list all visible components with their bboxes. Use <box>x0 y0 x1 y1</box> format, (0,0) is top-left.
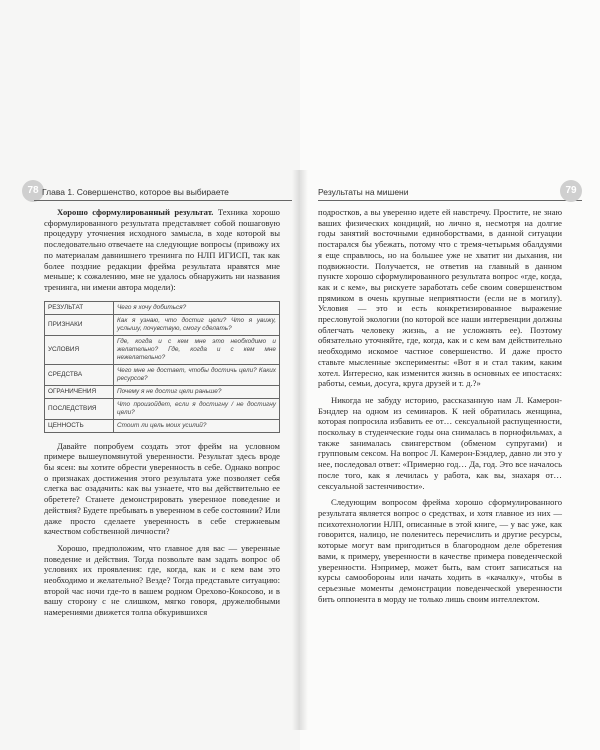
table-desc-cell: Чего я хочу добиться? <box>114 301 280 314</box>
table-desc-cell: Чего мне не достает, чтобы достичь цели? Каких ресурсов? <box>114 364 280 385</box>
right-running-head: Результаты на мишени <box>318 184 582 201</box>
right-page-number: 79 <box>560 180 582 202</box>
paragraph-resources: Следующим вопросом фрейма хорошо сформулированного результата является вопрос о средствах, и хотя главное из них — психотехнологии НЛП, описанные в этой книге, — у вас уже, как говорится, налицо, не поленитесь перечислить и другие ресурсы, которые могут вам пригодиться в благородном деле обретения вами, к примеру, уверенности в качестве примера поведенческой уверенности. Нэпример, может быть, вам стоит записаться на курсы самообороны или начать ходить в «качалку», чтобы в серьезные моменты демонстрации поведенческой уверенности бить оппонента в морду не только лишь своим интеллектом. <box>318 497 562 604</box>
table-label-cell: УСЛОВИЯ <box>45 335 114 364</box>
table-label-cell: ПОСЛЕДСТВИЯ <box>45 398 114 419</box>
paragraph-continuation: подростков, а вы уверенно идете ей навстречу. Простите, не знаю ваших физических кондиций, но лично я, несмотря на долгие годы занятий восточными единоборствами, в данной ситуации постарался бы убежать, потому что с тремя-четырьмя обалдуями я еще справлюсь, но на большее уже не хватит ни дыхания, ни подвижности. Получается, не ответив на главный в данном пункте хорошо сформулированного результата вопрос «где, когда, как и с кем», вы рискуете заработать себе своим совершенством прямиком в очень крупные неприятности (если не в могилу). Условия — это и есть конкретизированное выражение пресловутой экологии (по которой все наши интервенции должны облегчать человеку жизнь, а не усложнять ее). Поэтому обязательно уточняйте, где, когда, как и с кем вам действительно необходимо искомое частное совершенство. И даже просто ставьте мысленные эксперименты: «Вот я и стал таким, каким хотел. Интересно, как изменится жизнь в основных ее ипостасях: работы, семьи, досуга, круга друзей и т. д.?» <box>318 207 562 389</box>
paragraph-example: Давайте попробуем создать этот фрейм на условном примере вышеупомянутой уверенности. Результат здесь вроде бы ясен: вы хотите обрести уверенность в себе. Однако вопрос о признаках достижения этого результата уже позволяет себя слегка вас озадачить: как вы узнаете, что вы действительно ее обретете? Станете демонстрировать уверенное поведение и действия? Будете пребывать в уверенном в себе состоянии? Или даже просто сделаете уверенность в себе стержневым качеством собственной личности? <box>44 440 280 537</box>
table-desc-cell: Как я узнаю, что достиг цели? Что я увижу, услышу, почувствую, смогу сделать? <box>114 314 280 335</box>
paragraph-lead: Хорошо сформулированный результат. <box>57 207 214 217</box>
table-label-cell: СРЕДСТВА <box>45 364 114 385</box>
table-label-cell: ЦЕННОСТЬ <box>45 419 114 432</box>
table-row <box>45 335 280 364</box>
left-text-column <box>44 207 280 618</box>
book-gutter <box>292 170 308 730</box>
table-row <box>45 419 280 432</box>
left-running-head: Глава 1. Совершенство, которое вы выбираете <box>34 184 292 201</box>
table-desc-cell: Стоит ли цель моих усилий? <box>114 419 280 432</box>
paragraph-conditions: Хорошо, предположим, что главное для вас — уверенные поведение и действия. Тогда позвольте вам задать вопрос об условиях их проявления: где, когда, как и с кем вам это необходимо и желательно? Везде? Тогда представьте ситуацию: второй час ночи где-то в вашем родном Орехово-Кокосово, и в вашу сторону с не слишком, мягко говоря, дружелюбными намерениями движется толпа обкурившихся <box>44 542 280 618</box>
outcome-frame-table <box>44 301 280 433</box>
table-desc-cell: Где, когда и с кем мне это необходимо и желательно? Где, когда и с кем мне нежелательно? <box>114 335 280 364</box>
table-row <box>45 364 280 385</box>
table-row <box>45 301 280 314</box>
right-text-column <box>318 207 562 604</box>
table-label-cell: ОГРАНИЧЕНИЯ <box>45 385 114 398</box>
paragraph-story: Никогда не забуду историю, рассказанную нам Л. Камерон-Бэндлер на одном из семинаров. К ней обратилась женщина, которая попросила избавить ее от… сексуальной распущенности, поскольку в студенческие годы она снималась в порнофильмах, а также занималась свингерством (обменом супругами) и групповым сексом. На вопрос Л. Камерон-Бэндлер, давно ли это у нее, последовал ответ: «Примерно год… Да, год. Это все началось после того, как я лечилась у работа, как вы, знахаря от… сексуальной застенчивости». <box>318 394 562 491</box>
paragraph-body: Техника хорошо сформулированного результата представляет собой пошаговую процедуру уточнения исходного замысла, в ходе которой вы последовательно отвечаете на следующие вопросы (привожу их по материалам давнишнего тренинга по НЛП ИГИСП, так как более поздние редакции фрейма результата нравятся мне меньше; к сожалению, мне не удалось обнаружить ни названия тренинга, ни имени автора модели): <box>44 207 280 292</box>
left-page-number: 78 <box>22 180 44 202</box>
table-label-cell: РЕЗУЛЬТАТ <box>45 301 114 314</box>
table-row <box>45 398 280 419</box>
table-desc-cell: Почему я не достиг цели раньше? <box>114 385 280 398</box>
table-row <box>45 385 280 398</box>
paragraph-intro <box>44 207 280 293</box>
table-label-cell: ПРИЗНАКИ <box>45 314 114 335</box>
table-desc-cell: Что произойдет, если я достигну / не достигну цели? <box>114 398 280 419</box>
table-row <box>45 314 280 335</box>
